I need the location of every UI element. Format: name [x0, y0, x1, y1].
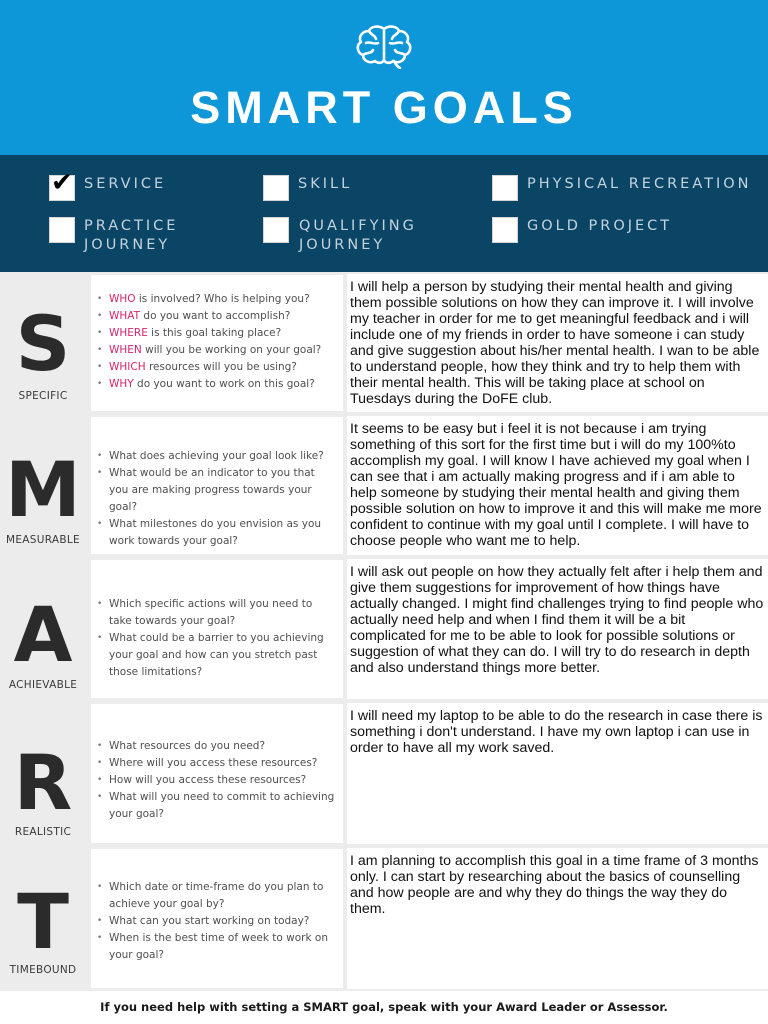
question-item: • What will you need to commit to achieving your goal?: [91, 789, 337, 823]
letter-cell: [0, 557, 86, 701]
answer-text: I will ask out people on how they actually felt after i help them and give them suggestions for improvement of how things have actually changed. I might find challenges trying to find people who actually need help and when I find them it will be a bit complicated for me to be able to look for possible solutions or suggestion of what they can do. I will try to do research in depth and also understand things more better.: [350, 564, 764, 676]
footer-note: If you need help with setting a SMART goal, speak with your Award Leader or Assessor.: [100, 1000, 668, 1014]
category-label-service: SERVICE: [84, 176, 167, 192]
question-list: [91, 448, 337, 550]
category-label-gold-project: GOLD PROJECT: [527, 218, 673, 234]
answer-text: I am planning to accomplish this goal in a time frame of 3 months only. I can start by researching about the basics of counselling and how people are and why they do things the way they do them.: [350, 853, 759, 917]
question-item: • WHEN will you be working on your goal?: [91, 342, 337, 359]
smart-row-specific: [0, 272, 768, 414]
question-item: • What milestones do you envision as you work towards your goal?: [91, 516, 337, 550]
question-item: • WHO is involved? Who is helping you?: [91, 291, 337, 308]
questions-box: [91, 417, 343, 554]
row-letter: A: [13, 590, 73, 679]
letter-cell: [0, 414, 86, 557]
row-word: REALISTIC: [14, 826, 72, 838]
letter-cell: [0, 846, 86, 991]
category-label-practice-journey: PRACTICE JOURNEY: [84, 218, 179, 253]
answer-field[interactable]: [347, 416, 768, 555]
answer-field[interactable]: [347, 274, 768, 412]
smart-row-realistic: [0, 701, 768, 846]
answer-field[interactable]: [347, 559, 768, 699]
category-label-qualifying-journey: QUALIFYING JOURNEY: [299, 218, 417, 253]
smart-row-achievable: [0, 557, 768, 701]
question-list: [91, 596, 337, 681]
answer-text: I will need my laptop to be able to do the research in case there is something i don't understand. I have my own laptop i can use in order to have all my work saved.: [350, 708, 763, 756]
question-list: [91, 291, 337, 393]
answer-text: It seems to be easy but i feel it is not because i am trying something of this sort for the first time but i will do my 100%to accomplish my goal. I will know I have achieved my goal when I can see that i am actually making progress and if i am able to help someone by studying their mental health and giving them possible solution on how to improve it and this will make me more confident to continue with my goal until I complete. I will have to choose people who want me to help.: [350, 421, 762, 549]
checkbox-skill[interactable]: [263, 175, 289, 201]
row-word: MEASURABLE: [6, 534, 80, 546]
brain-icon: [354, 23, 414, 69]
page-title: SMART GOALS: [190, 82, 578, 133]
checkbox-qualifying-journey[interactable]: [263, 217, 289, 243]
check-mark-icon: ✔: [51, 168, 73, 198]
question-item: • What would be an indicator to you that you are making progress towards your goal?: [91, 465, 337, 516]
question-list: [91, 879, 337, 964]
question-item: • What does achieving your goal look like?: [91, 448, 337, 465]
question-item: • WHERE is this goal taking place?: [91, 325, 337, 342]
row-letter: M: [5, 445, 81, 534]
row-word: SPECIFIC: [18, 390, 68, 402]
question-item: • WHICH resources will you be using?: [91, 359, 337, 376]
letter-cell: [0, 272, 86, 414]
row-word: TIMEBOUND: [9, 964, 77, 976]
category-label-physical-recreation: PHYSICAL RECREATION: [527, 176, 752, 192]
letter-cell: [0, 701, 86, 846]
question-item: • What resources do you need?: [91, 738, 337, 755]
page-header: [0, 0, 768, 155]
question-item: • How will you access these resources?: [91, 772, 337, 789]
checkbox-service[interactable]: [49, 168, 75, 201]
category-label-skill: SKILL: [298, 176, 353, 192]
row-letter: S: [15, 299, 71, 388]
answer-field[interactable]: [347, 848, 768, 989]
checkbox-physical-recreation[interactable]: [492, 175, 518, 201]
smart-row-measurable: [0, 414, 768, 557]
question-item: • WHY do you want to work on this goal?: [91, 376, 337, 393]
questions-box: [91, 275, 343, 411]
row-letter: T: [17, 877, 69, 966]
questions-box: [91, 704, 343, 843]
answer-text: I will help a person by studying their mental health and giving them possible solutions on how they can improve it. I will involve my teacher in order for me to get meaningful feedback and i will include one of my friends in order to have someone i can study and give suggestion about his/her mental health. I wan to be able to understand people, how they think and try to help them with their mental health. This will be taking place at school on Tuesdays during the DoFE club.: [350, 279, 760, 407]
checkbox-gold-project[interactable]: [492, 217, 518, 243]
question-item: • What can you start working on today?: [91, 913, 337, 930]
question-item: • Which date or time-frame do you plan to achieve your goal by?: [91, 879, 337, 913]
row-word: ACHIEVABLE: [8, 679, 78, 691]
question-item: • Where will you access these resources?: [91, 755, 337, 772]
row-letter: R: [13, 738, 73, 827]
answer-field[interactable]: [347, 703, 768, 844]
question-item: • What could be a barrier to you achieving your goal and how can you stretch past those limitations?: [91, 630, 337, 681]
smart-row-timebound: [0, 846, 768, 991]
questions-box: [91, 560, 343, 698]
question-list: [91, 738, 337, 823]
category-band: [0, 155, 768, 272]
question-item: • WHAT do you want to accomplish?: [91, 308, 337, 325]
checkbox-practice-journey[interactable]: [49, 217, 75, 243]
questions-box: [91, 849, 343, 988]
question-item: • When is the best time of week to work on your goal?: [91, 930, 337, 964]
question-item: • Which specific actions will you need to take towards your goal?: [91, 596, 337, 630]
